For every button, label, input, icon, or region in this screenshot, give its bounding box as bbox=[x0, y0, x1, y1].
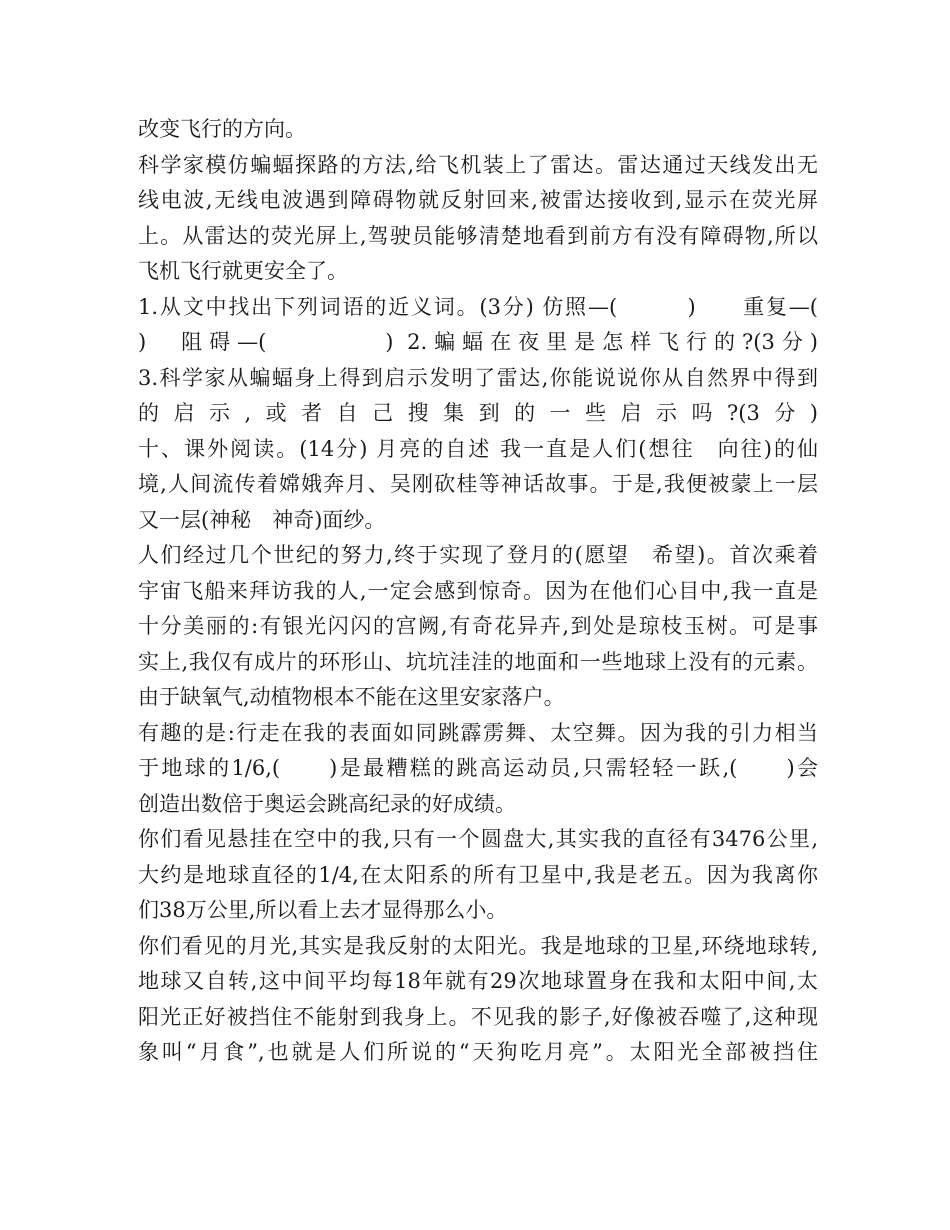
text-line: 科学家模仿蝙蝠探路的方法,给飞机装上了雷达。雷达通过天线发出无 bbox=[138, 152, 818, 177]
question-line: 的启示,或者自己搜集到的一些启示吗?(3分) bbox=[138, 401, 818, 425]
text-line: 上。从雷达的荧光屏上,驾驶员能够清楚地看到前方有没有障碍物,所以 bbox=[138, 223, 818, 248]
text-line: 实上,我仅有成片的环形山、坑坑洼洼的地面和一些地球上没有的元素。 bbox=[138, 649, 818, 674]
text-line: 地球又自转,这中间平均每18年就有29次地球置身在我和太阳中间,太 bbox=[138, 969, 818, 993]
text-line: 有趣的是:行走在我的表面如同跳霹雳舞、太空舞。因为我的引力相当 bbox=[138, 720, 818, 745]
text-line: 于地球的1/6,( )是最糟糕的跳高运动员,只需轻轻一跃,( )会 bbox=[138, 756, 818, 780]
text-line: 改变飞行的方向。 bbox=[138, 117, 306, 141]
question-line: ) 阻碍—( ) 2.蝙蝠在夜里是怎样飞行的?(3分) bbox=[138, 330, 818, 354]
text-line: 创造出数倍于奥运会跳高纪录的好成绩。 bbox=[138, 791, 516, 816]
text-line: 宇宙飞船来拜访我的人,一定会感到惊奇。因为在他们心目中,我一直是 bbox=[138, 578, 818, 603]
text-line: 境,人间流传着嫦娥奔月、吴刚砍桂等神话故事。于是,我便被蒙上一层 bbox=[138, 472, 818, 496]
text-line: 们38万公里,所以看上去才显得那么小。 bbox=[138, 898, 508, 922]
text-line: 线电波,无线电波遇到障碍物就反射回来,被雷达接收到,显示在荧光屏 bbox=[138, 188, 818, 212]
question-line: 1.从文中找出下列词语的近义词。(3分) 仿照—( ) 重复—( bbox=[138, 294, 818, 319]
text-line: 大约是地球直径的1/4,在太阳系的所有卫星中,我是老五。因为我离你 bbox=[138, 862, 818, 887]
text-line: 阳光正好被挡住不能射到我身上。不见我的影子,好像被吞噬了,这种现 bbox=[138, 1004, 818, 1029]
question-line: 3.科学家从蝙蝠身上得到启示发明了雷达,你能说说你从自然界中得到 bbox=[138, 365, 818, 390]
text-line: 又一层(神秘 神奇)面纱。 bbox=[138, 507, 386, 532]
text-line: 你们看见悬挂在空中的我,只有一个圆盘大,其实我的直径有3476公里, bbox=[138, 827, 818, 851]
text-line: 由于缺氧气,动植物根本不能在这里安家落户。 bbox=[138, 685, 565, 709]
text-line: 人们经过几个世纪的努力,终于实现了登月的(愿望 希望)。首次乘着 bbox=[138, 543, 818, 567]
section-heading-line: 十、课外阅读。(14分) 月亮的自述 我一直是人们(想往 向往)的仙 bbox=[138, 436, 818, 461]
text-line: 你们看见的月光,其实是我反射的太阳光。我是地球的卫星,环绕地球转, bbox=[138, 933, 818, 958]
text-line: 象叫“月食”,也就是人们所说的“天狗吃月亮”。太阳光全部被挡住 bbox=[138, 1040, 818, 1064]
text-line: 十分美丽的:有银光闪闪的宫阙,有奇花异卉,到处是琼枝玉树。可是事 bbox=[138, 614, 818, 638]
document-page bbox=[138, 112, 818, 1071]
text-line: 飞机飞行就更安全了。 bbox=[138, 259, 348, 283]
